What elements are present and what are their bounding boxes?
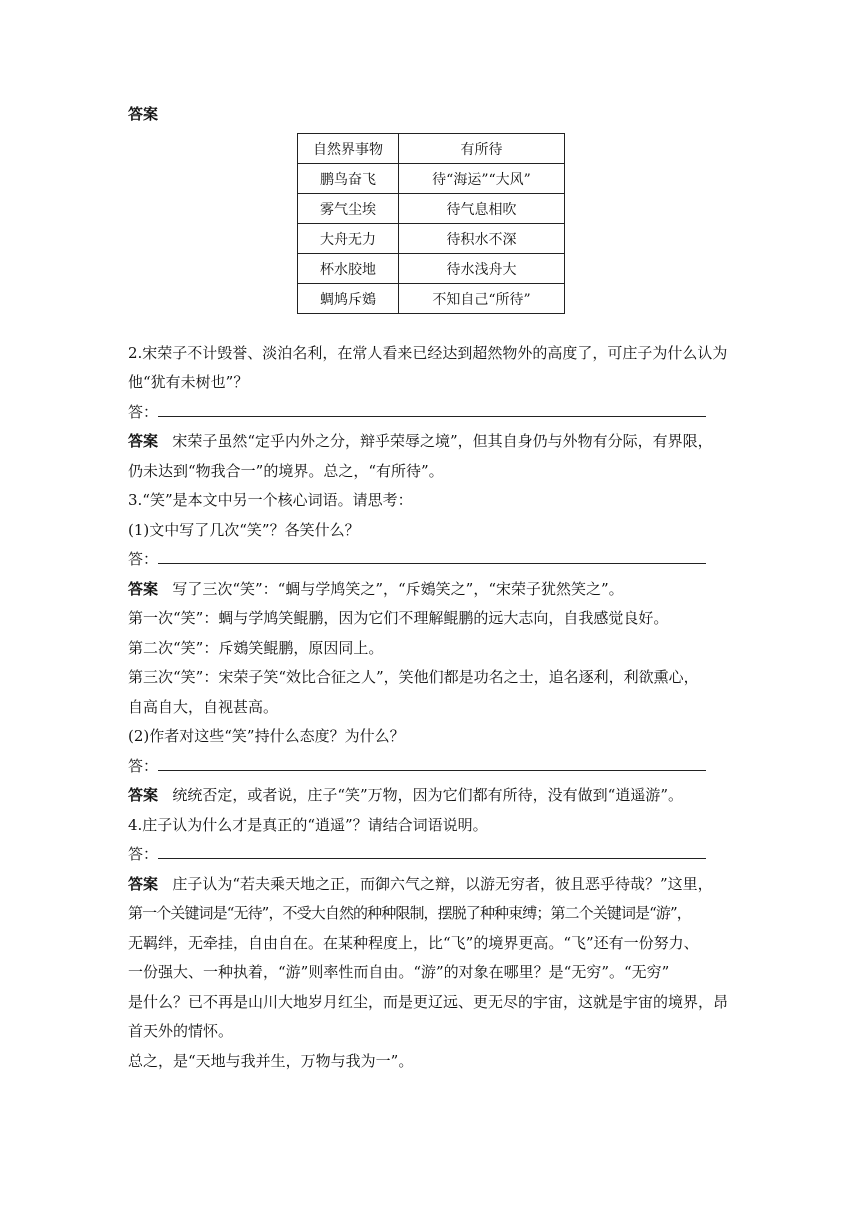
table-cell: 不知自己“所待”	[399, 284, 565, 314]
answer-text: 庄子认为“若夫乘天地之正，而御六气之辩，以游无穷者，彼且恶乎待哉？”这里，	[172, 875, 713, 893]
q1-answer-label: 答案	[128, 105, 159, 123]
answer-label: 答案	[128, 432, 159, 450]
table-cell: 杯水胶地	[298, 254, 399, 284]
table-row	[298, 224, 565, 254]
q3-sub1-question: (1)文中写了几次“笑”？各笑什么？	[128, 521, 360, 539]
q2-answer-line2: 仍未达到“物我合一”的境界。总之，“有所待”。	[128, 462, 444, 480]
table-row	[298, 194, 565, 224]
table-cell: 待水浅舟大	[399, 254, 565, 284]
q3-sub1-detail3-line1: 第三次“笑”：宋荣子笑“效比合征之人”，笑他们都是功名之士，追名逐利，利欲熏心，	[128, 668, 699, 686]
table-cell: 待气息相吹	[399, 194, 565, 224]
answer-text: 写了三次“笑”：“蜩与学鸠笑之”，“斥鴳笑之”，“宋荣子犹然笑之”。	[172, 580, 624, 598]
answer-blank-line[interactable]	[158, 845, 706, 859]
answer-label: 答案	[128, 786, 159, 804]
table-cell: 蜩鸠斥鴳	[298, 284, 399, 314]
table-cell: 雾气尘埃	[298, 194, 399, 224]
answer-prompt: 答：	[128, 550, 159, 568]
q3-sub2-question: (2)作者对这些“笑”持什么态度？为什么？	[128, 727, 405, 745]
table-cell: 待“海运”“大风”	[399, 164, 565, 194]
table-cell: 鹏鸟奋飞	[298, 164, 399, 194]
table-row	[298, 254, 565, 284]
answer-prompt: 答：	[128, 757, 159, 775]
answer-text: 宋荣子虽然“定乎内外之分，辩乎荣辱之境”，但其自身仍与外物有分际，有界限，	[172, 432, 713, 450]
q4-question: 4.庄子认为什么才是真正的“逍遥”？请结合词语说明。	[128, 816, 488, 834]
answer-blank-line[interactable]	[158, 757, 706, 771]
q4-answer-field[interactable]	[128, 844, 706, 864]
answer-blank-line[interactable]	[158, 550, 706, 564]
q2-answer-line1	[128, 431, 713, 451]
q4-summary: 总之，是“天地与我并生，万物与我为一”。	[128, 1052, 414, 1070]
q2-answer-field[interactable]	[128, 402, 706, 422]
answer-label: 答案	[128, 875, 159, 893]
table-header-cell: 自然界事物	[298, 134, 399, 164]
q3-sub1-answer-field[interactable]	[128, 549, 706, 569]
answer-table	[297, 133, 565, 314]
q2-question-line2: 他“犹有未树也”？	[128, 373, 249, 391]
answer-label: 答案	[128, 580, 159, 598]
q3-sub1-answer-line1	[128, 579, 624, 599]
q3-intro: 3.“笑”是本文中另一个核心词语。请思考：	[128, 491, 413, 509]
q3-sub1-detail2: 第二次“笑”：斥鴳笑鲲鹏，原因同上。	[128, 639, 384, 657]
q3-sub1-detail1: 第一次“笑”：蜩与学鸠笑鲲鹏，因为它们不理解鲲鹏的远大志向，自我感觉良好。	[128, 609, 669, 627]
q2-question-line1: 2.宋荣子不计毁誉、淡泊名利，在常人看来已经达到超然物外的高度了，可庄子为什么认为	[128, 344, 728, 362]
table-header-row	[298, 134, 565, 164]
q3-sub2-answer-line1	[128, 785, 683, 805]
answer-blank-line[interactable]	[158, 403, 706, 417]
q3-sub2-answer-field[interactable]	[128, 756, 706, 776]
answer-text: 统统否定，或者说，庄子“笑”万物，因为它们都有所待，没有做到“逍遥游”。	[172, 786, 684, 804]
q4-answer-line2: 第一个关键词是“无待”，不受大自然的种种限制，摆脱了种种束缚；第二个关键词是“游”，	[128, 904, 691, 922]
table-row	[298, 164, 565, 194]
q3-sub1-detail3-line2: 自高自大，自视甚高。	[128, 698, 279, 716]
table-cell: 待积水不深	[399, 224, 565, 254]
q4-answer-line5: 是什么？已不再是山川大地岁月红尘，而是更辽远、更无尽的宇宙，这就是宇宙的境界，昂	[128, 993, 729, 1011]
answer-prompt: 答：	[128, 403, 159, 421]
answer-prompt: 答：	[128, 845, 159, 863]
table-cell: 大舟无力	[298, 224, 399, 254]
q4-answer-line6: 首天外的情怀。	[128, 1022, 234, 1040]
q4-answer-line1	[128, 874, 713, 894]
q4-answer-line3: 无羁绊，无牵挂，自由自在。在某种程度上，比“飞”的境界更高。“飞”还有一份努力、	[128, 934, 699, 952]
table-row	[298, 284, 565, 314]
q4-answer-line4: 一份强大、一种执着，“游”则率性而自由。“游”的对象在哪里？是“无穷”。“无穷”	[128, 963, 670, 981]
table-header-cell: 有所待	[399, 134, 565, 164]
